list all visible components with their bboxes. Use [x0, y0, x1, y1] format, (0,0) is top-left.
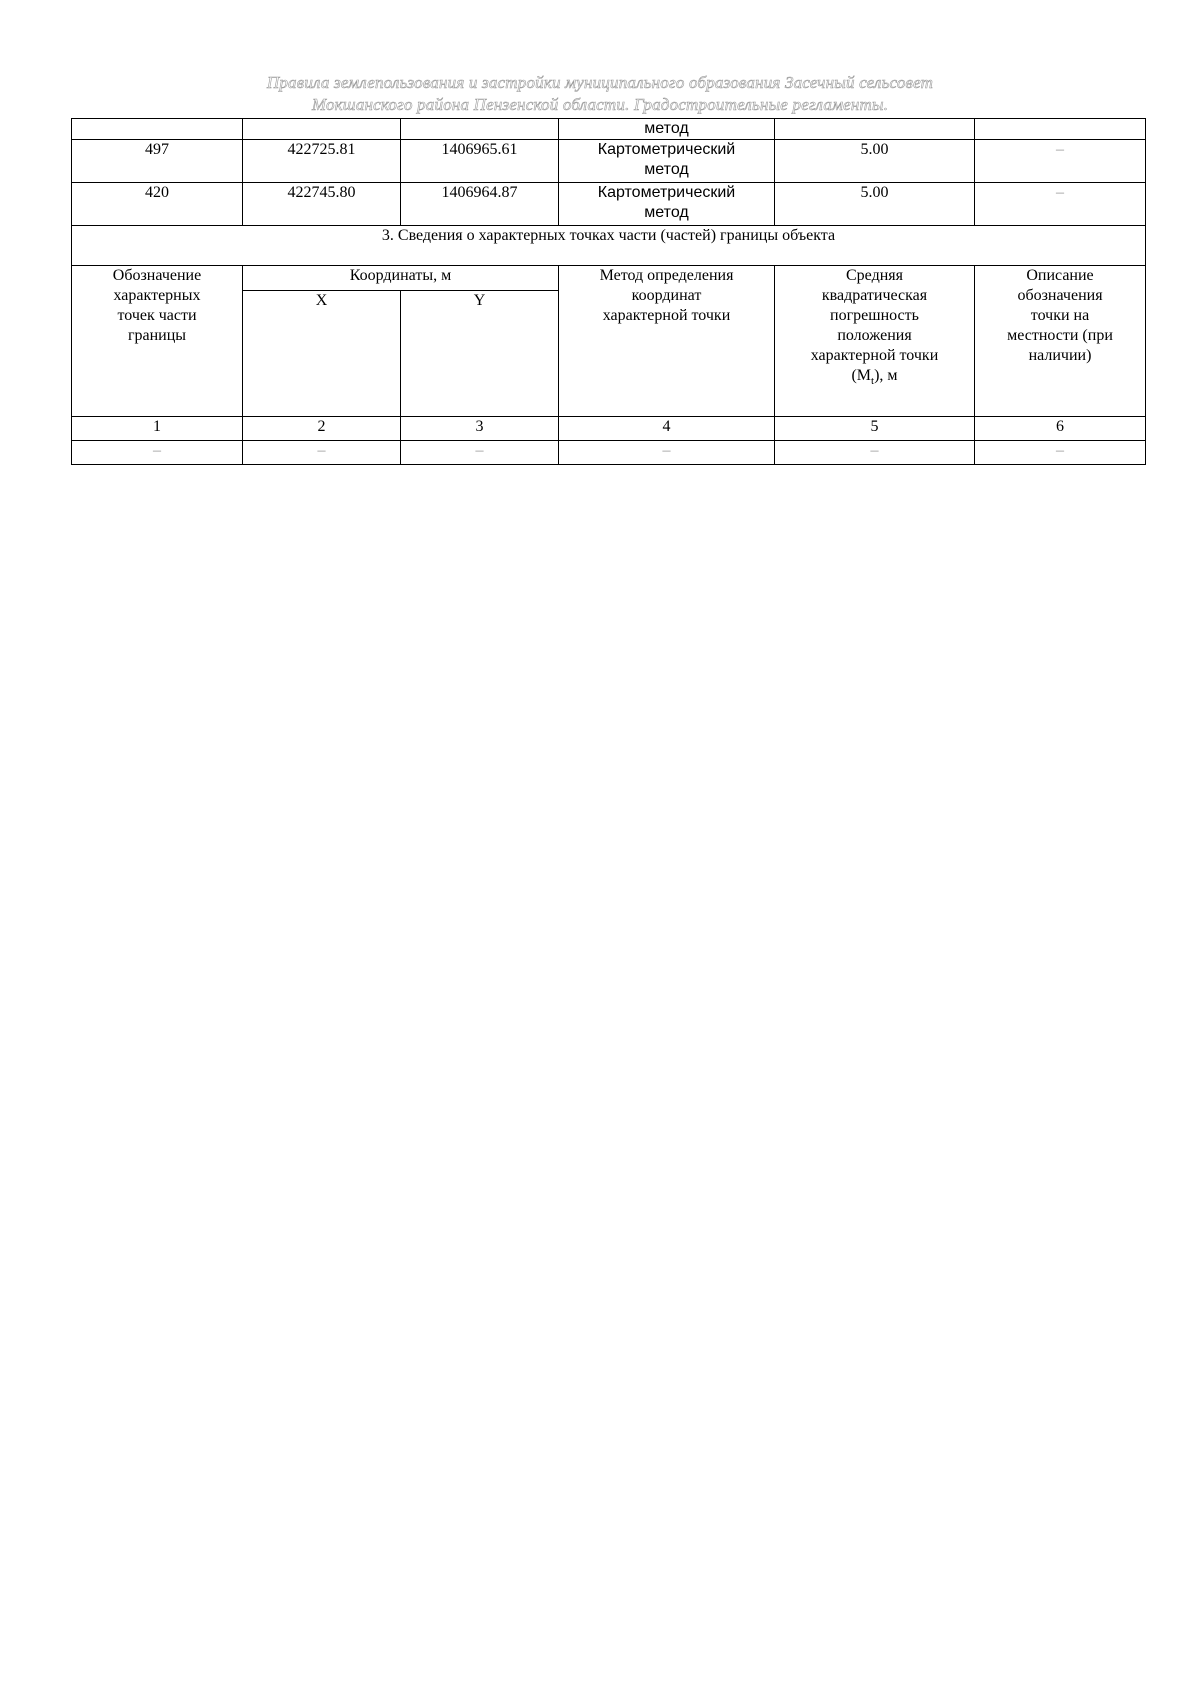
cell-dash: – — [72, 441, 243, 465]
cell-description: – — [975, 140, 1146, 183]
cell-method-continuation: метод — [559, 119, 775, 140]
column-number: 2 — [243, 417, 401, 441]
cell-empty — [243, 119, 401, 140]
cell-method — [559, 183, 775, 226]
points-table — [71, 118, 1146, 465]
cell-empty — [775, 119, 975, 140]
header-coordinates: Координаты, м — [243, 266, 559, 291]
column-number: 1 — [72, 417, 243, 441]
cell-empty — [72, 119, 243, 140]
cell-dash: – — [559, 441, 775, 465]
column-number: 4 — [559, 417, 775, 441]
cell-method-line1: Картометрический — [597, 141, 736, 158]
header-point-designation — [72, 266, 243, 417]
header-text-line: квадратическая — [821, 287, 928, 304]
cell-empty — [975, 119, 1146, 140]
header-row-1 — [72, 266, 1146, 291]
document-header-line-1: Правила землепользования и застройки муниципального образования Засечный сельсовет — [266, 73, 934, 92]
header-text-line: характерной точки — [602, 307, 731, 324]
document-header-line-2: Мокшанского района Пензенской области. Градостроительные регламенты. — [311, 95, 889, 114]
header-text-line: характерных — [113, 287, 201, 304]
header-y: Y — [401, 291, 559, 417]
header-text-line: обозначения — [1017, 287, 1103, 304]
header-description — [975, 266, 1146, 417]
header-text-line: характерной точки — [810, 347, 939, 364]
header-text-line: границы — [127, 327, 187, 344]
column-numbers-row — [72, 417, 1146, 441]
cell-method-line2: метод — [644, 204, 689, 221]
section-3-title: 3. Сведения о характерных точках части (частей) границы объекта — [72, 226, 1146, 266]
header-accuracy — [775, 266, 975, 417]
header-text-line: точек части — [117, 307, 197, 324]
cell-dash: – — [775, 441, 975, 465]
cell-accuracy: 5.00 — [775, 140, 975, 183]
header-text-line: координат — [631, 287, 702, 304]
cell-dash: – — [975, 441, 1146, 465]
header-text-part: (M — [851, 367, 872, 384]
cell-x: 422745.80 — [243, 183, 401, 226]
table-row — [72, 140, 1146, 183]
header-text-line: точки на — [1030, 307, 1090, 324]
column-number: 6 — [975, 417, 1146, 441]
header-text-line: наличии) — [1028, 347, 1092, 364]
cell-y: 1406964.87 — [401, 183, 559, 226]
cell-accuracy: 5.00 — [775, 183, 975, 226]
cell-method-line1: Картометрический — [597, 184, 736, 201]
header-x: X — [243, 291, 401, 417]
cell-empty — [401, 119, 559, 140]
table-row — [72, 183, 1146, 226]
table-row-empty — [72, 441, 1146, 465]
header-text-line: местности (при — [1007, 327, 1113, 344]
column-number: 5 — [775, 417, 975, 441]
cell-description: – — [975, 183, 1146, 226]
cell-dash: – — [243, 441, 401, 465]
header-method — [559, 266, 775, 417]
header-subscript: t — [871, 375, 875, 388]
header-text-line: Описание — [1026, 267, 1094, 284]
cell-dash: – — [401, 441, 559, 465]
cell-point: 420 — [72, 183, 243, 226]
cell-point: 497 — [72, 140, 243, 183]
header-text-line: Средняя — [846, 267, 903, 284]
column-number: 3 — [401, 417, 559, 441]
table-row-continuation — [72, 119, 1146, 140]
header-text-line — [775, 366, 974, 391]
cell-method-line2: метод — [644, 161, 689, 178]
header-text-line: положения — [837, 327, 912, 344]
section-title-row — [72, 226, 1146, 266]
header-text-line: Обозначение — [112, 267, 202, 284]
cell-x: 422725.81 — [243, 140, 401, 183]
cell-method — [559, 140, 775, 183]
cell-y: 1406965.61 — [401, 140, 559, 183]
header-text-part: ), м — [874, 367, 898, 384]
header-text-line: Метод определения — [599, 267, 734, 284]
header-text-line: погрешность — [830, 307, 919, 324]
